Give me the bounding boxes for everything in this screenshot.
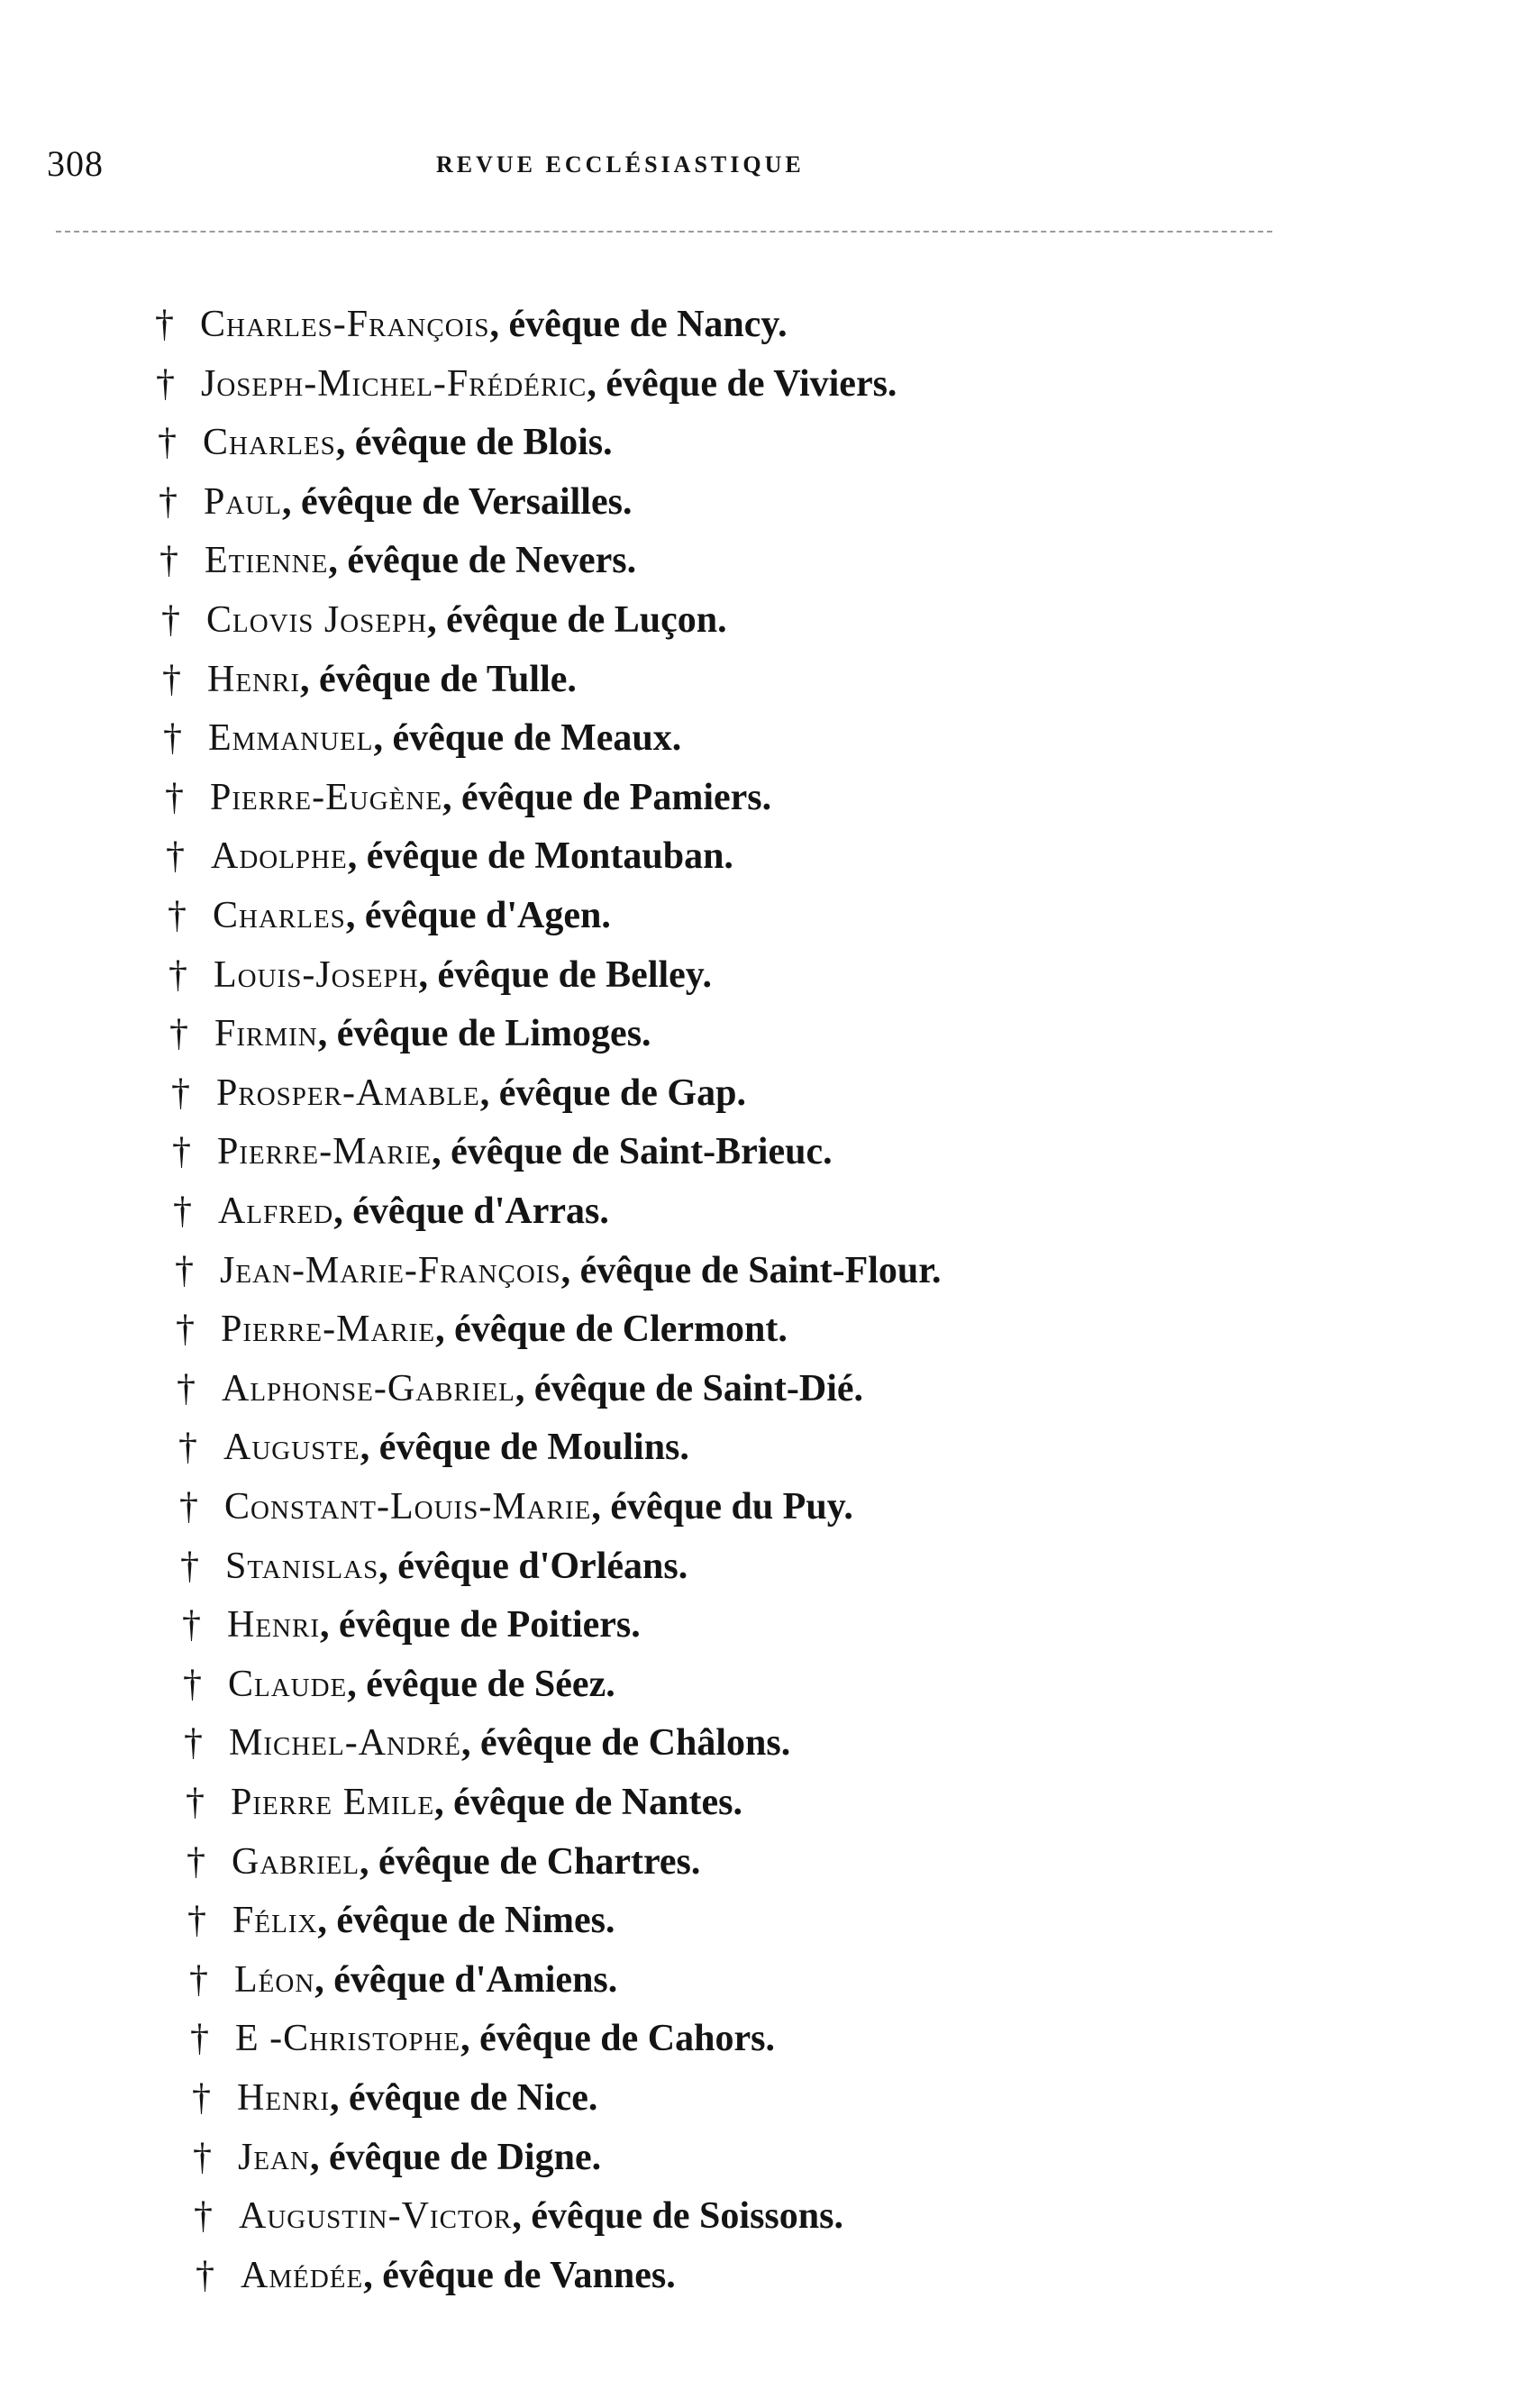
dagger-symbol: †	[163, 717, 182, 759]
bishop-name: E -Christophe	[235, 2018, 461, 2059]
dagger-symbol: †	[180, 1546, 199, 1587]
bishop-see: , évêque de Vannes.	[363, 2255, 676, 2296]
list-item	[177, 1362, 863, 1416]
dagger-symbol: †	[158, 422, 177, 463]
bishop-name: Henri	[237, 2077, 330, 2119]
list-item	[156, 357, 897, 411]
bishop-name: Alfred	[218, 1190, 334, 1232]
bishop-name: Paul	[204, 481, 282, 523]
bishop-name: Augustin-Victor	[239, 2195, 513, 2237]
list-item	[192, 2071, 597, 2125]
list-item	[159, 475, 632, 529]
bishop-name: Pierre Emile	[231, 1782, 435, 1823]
bishop-see: , évêque de Nice.	[330, 2077, 598, 2119]
bishop-see: , évêque de Séez.	[347, 1664, 615, 1705]
running-head: REVUE ECCLÉSIASTIQUE	[436, 151, 805, 178]
dagger-symbol: †	[184, 1722, 203, 1764]
list-item	[194, 2189, 843, 2243]
bishop-see: , évêque de Soissons.	[512, 2195, 843, 2237]
dagger-symbol: †	[193, 2137, 212, 2178]
bishop-see: , évêque de Chartres.	[360, 1841, 701, 1883]
dagger-symbol: †	[168, 954, 187, 996]
dagger-symbol: †	[169, 1013, 188, 1054]
list-item	[169, 1007, 651, 1061]
dagger-symbol: †	[183, 1664, 202, 1705]
bishop-name: Constant-Louis-Marie	[224, 1486, 592, 1528]
dagger-symbol: †	[173, 1190, 192, 1232]
dagger-symbol: †	[178, 1427, 197, 1468]
dagger-symbol: †	[161, 599, 180, 641]
bishop-name: Charles	[203, 422, 336, 463]
dagger-symbol: †	[159, 540, 178, 581]
bishop-see: , évêque de Blois.	[335, 422, 613, 463]
dagger-symbol: †	[190, 2018, 209, 2059]
bishop-name: Emmanuel	[208, 717, 374, 759]
list-item	[159, 534, 636, 588]
bishop-see: , évêque de Versailles.	[281, 481, 633, 523]
bishop-see: , évêque de Nantes.	[434, 1782, 742, 1823]
bishop-name: Michel-André	[229, 1722, 461, 1764]
bishop-see: , évêque d'Agen.	[345, 895, 611, 936]
list-item	[155, 297, 788, 351]
bishop-see: , évêque de Pamiers.	[442, 777, 772, 818]
list-item	[182, 1598, 641, 1652]
dagger-symbol: †	[192, 2077, 211, 2119]
bishop-see: , évêque de Nevers.	[328, 540, 637, 581]
dagger-symbol: †	[155, 304, 174, 345]
list-item	[168, 948, 712, 1002]
bishop-see: , évêque de Poitiers.	[320, 1604, 641, 1646]
dagger-symbol: †	[187, 1900, 206, 1941]
dagger-symbol: †	[179, 1486, 198, 1528]
bishop-see: , évêque de Montauban.	[347, 835, 733, 877]
list-item	[161, 593, 727, 647]
bishop-see: , évêque d'Arras.	[333, 1190, 609, 1232]
bishop-see: , évêque de Saint-Brieuc.	[432, 1131, 833, 1172]
list-item	[187, 1893, 615, 1947]
list-item	[173, 1184, 609, 1238]
bishop-see: , évêque de Saint-Flour.	[560, 1250, 942, 1291]
bishop-see: , évêque de Viviers.	[587, 363, 897, 405]
list-item	[189, 1953, 617, 2007]
list-item	[186, 1775, 742, 1829]
bishop-see: , évêque de Digne.	[309, 2137, 602, 2178]
list-item	[193, 2130, 601, 2185]
bishop-see: , évêque de Clermont.	[435, 1309, 788, 1350]
dagger-symbol: †	[166, 835, 185, 877]
bishop-name: Charles-François	[200, 304, 490, 345]
dagger-symbol: †	[176, 1309, 195, 1350]
bishop-see: , évêque de Luçon.	[427, 599, 727, 641]
list-item	[180, 1539, 688, 1593]
bishop-name: Amédée	[241, 2255, 364, 2296]
bishop-see: , évêque de Nancy.	[489, 304, 788, 345]
dagger-symbol: †	[159, 481, 178, 523]
list-item	[187, 1835, 700, 1889]
bishop-name: Joseph-Michel-Frédéric	[201, 363, 587, 405]
list-item	[171, 1066, 746, 1120]
bishop-name: Gabriel	[232, 1841, 360, 1883]
bishop-name: Stanislas	[225, 1546, 379, 1587]
bishop-name: Jean	[238, 2137, 310, 2178]
page-number: 308	[47, 143, 104, 184]
bishop-name: Etienne	[205, 540, 329, 581]
dagger-symbol: †	[168, 895, 187, 936]
bishop-see: , évêque d'Orléans.	[378, 1546, 688, 1587]
bishop-name: Prosper-Amable	[216, 1072, 480, 1114]
bishop-see: , évêque du Puy.	[591, 1486, 853, 1528]
list-item	[165, 771, 771, 825]
dagger-symbol: †	[172, 1131, 191, 1172]
bishop-see: , évêque de Nimes.	[317, 1900, 615, 1941]
dagger-symbol: †	[162, 659, 181, 700]
bishop-name: Auguste	[223, 1427, 360, 1468]
bishop-name: Claude	[228, 1664, 348, 1705]
dagger-symbol: †	[175, 1250, 194, 1291]
dagger-symbol: †	[171, 1072, 190, 1114]
list-item	[196, 2248, 676, 2303]
bishop-see: , évêque de Cahors.	[460, 2018, 775, 2059]
bishop-name: Adolphe	[211, 835, 348, 877]
dagger-symbol: †	[189, 1959, 208, 2001]
dagger-symbol: †	[165, 777, 184, 818]
bishop-name: Jean-Marie-François	[220, 1250, 561, 1291]
dagger-symbol: †	[177, 1368, 196, 1409]
dagger-symbol: †	[156, 363, 175, 405]
list-item	[190, 2011, 775, 2066]
bishop-name: Louis-Joseph	[214, 954, 419, 996]
dagger-symbol: †	[196, 2255, 214, 2296]
list-item	[166, 829, 733, 883]
list-item	[184, 1716, 790, 1770]
bishop-name: Félix	[232, 1900, 318, 1941]
bishop-see: , évêque de Limoges.	[317, 1013, 651, 1054]
dagger-symbol: †	[182, 1604, 201, 1646]
bishop-see: , évêque de Châlons.	[460, 1722, 791, 1764]
list-item	[168, 889, 611, 943]
bishop-see: , évêque de Saint-Dié.	[515, 1368, 864, 1409]
list-item	[175, 1244, 942, 1298]
bishop-name: Henri	[227, 1604, 320, 1646]
bishop-see: , évêque de Gap.	[479, 1072, 746, 1114]
bishop-name: Charles	[213, 895, 346, 936]
list-item	[183, 1657, 615, 1711]
dagger-symbol: †	[187, 1841, 205, 1883]
bishop-see: , évêque d'Amiens.	[314, 1959, 618, 2001]
dagger-symbol: †	[194, 2195, 213, 2237]
bishop-name: Alphonse-Gabriel	[222, 1368, 515, 1409]
bishop-name: Firmin	[214, 1013, 318, 1054]
bishop-name: Clovis Joseph	[206, 599, 428, 641]
list-item	[172, 1125, 833, 1179]
list-item	[163, 711, 681, 765]
bishop-name: Léon	[234, 1959, 315, 2001]
bishop-name: Pierre-Marie	[221, 1309, 436, 1350]
list-item	[162, 652, 577, 707]
bishop-name: Pierre-Marie	[217, 1131, 433, 1172]
bishop-see: , évêque de Moulins.	[360, 1427, 689, 1468]
bishop-name: Pierre-Eugène	[210, 777, 443, 818]
list-item	[158, 415, 613, 470]
list-item	[178, 1420, 689, 1474]
list-item	[176, 1302, 788, 1356]
dagger-symbol: †	[186, 1782, 205, 1823]
bishop-name: Henri	[207, 659, 300, 700]
bishop-see: , évêque de Meaux.	[373, 717, 682, 759]
bishop-see: , évêque de Tulle.	[300, 659, 577, 700]
bishop-see: , évêque de Belley.	[418, 954, 712, 996]
list-item	[179, 1480, 853, 1534]
